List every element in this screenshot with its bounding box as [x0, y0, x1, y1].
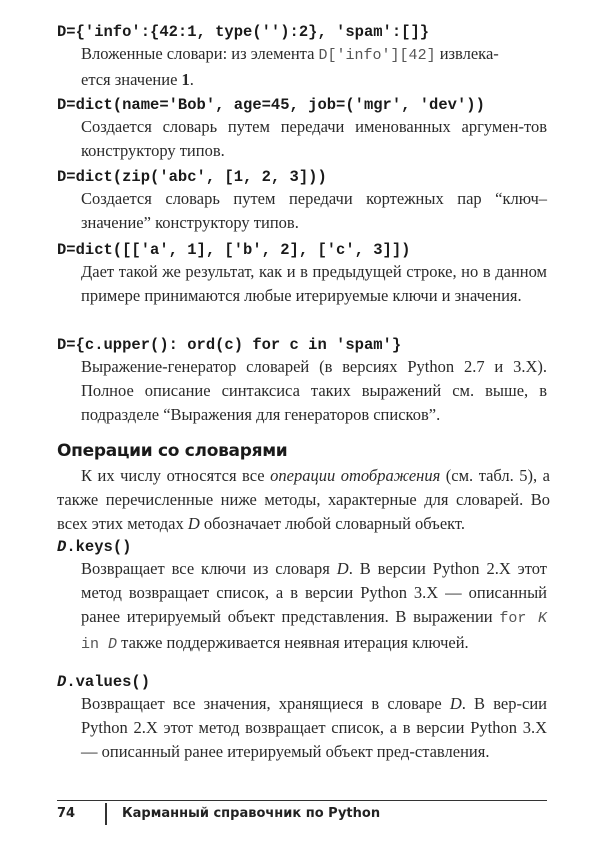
desc-text: также поддерживается неявная итерация ключей. [117, 633, 469, 652]
intro-variable: D [187, 514, 200, 533]
desc-text: ется значение [81, 70, 182, 89]
inline-code: D['info'][42] [318, 47, 436, 64]
intro-text: К их числу относятся все [81, 466, 271, 485]
section-heading: Операции со словарями [57, 441, 288, 461]
method-signature [57, 537, 547, 557]
entry-description: Создается словарь путем передачи кортежных пар “ключ–значение” конструктору типов. [81, 189, 547, 232]
entry-description: Дает такой же результат, как и в предыдущей строке, но в данном примере принимаются любые итерируемые ключи и значения. [81, 262, 547, 305]
inline-code-variable: K [537, 610, 547, 627]
desc-text: Возвращает все ключи из словаря [81, 559, 337, 578]
desc-text: . В версии Python 2.X этот метод возвращает список, а в версии Python 3.X — описанный ранее итерируемый объект представления. В выражении [81, 559, 547, 626]
desc-text: Возвращает все значения, хранящиеся в словаре [81, 694, 450, 713]
inline-code: for [499, 610, 538, 627]
footer-separator [105, 803, 107, 825]
desc-text: . В вер-сии Python 2.X этот метод возвращает список, а в версии Python 3.X — описанный ранее итерируемый объект пред-ставления. [81, 694, 547, 761]
code-line: D=dict([['a', 1], ['b', 2], ['c', 3]]) [57, 241, 411, 259]
desc-variable: D [449, 694, 462, 713]
desc-variable: D [336, 559, 349, 578]
inline-code: in [81, 636, 109, 653]
code-line: D={c.upper(): ord(c) for c in 'spam'} [57, 336, 402, 354]
dict-entry-nested [57, 22, 547, 92]
entry-description: Создается словарь путем передачи именованных аргумен-тов конструктору типов. [81, 117, 547, 160]
desc-text: извлека- [435, 44, 499, 63]
dict-entry-zip [57, 167, 547, 235]
method-object: D [57, 673, 67, 691]
desc-text: . [189, 70, 194, 89]
dict-entry-keywords [57, 95, 547, 163]
code-line: D=dict(zip('abc', [1, 2, 3])) [57, 168, 327, 186]
inline-value: 1 [181, 70, 190, 89]
method-values [57, 672, 547, 764]
section-intro [57, 464, 550, 536]
dict-entry-comprehension [57, 335, 547, 427]
code-line: D=dict(name='Bob', age=45, job=('mgr', 'dev')) [57, 96, 485, 114]
code-line: D={'info':{42:1, type(''):2}, 'spam':[]} [57, 23, 430, 41]
inline-code-variable: D [108, 636, 118, 653]
intro-text: обозначает любой словарный объект. [199, 514, 466, 533]
entry-description: Выражение-генератор словарей (в версиях Python 2.7 и 3.X). Полное описание синтаксиса таких выражений см. выше, в подразделе “Выражения для генераторов списков”. [81, 357, 547, 424]
dict-entry-list-pairs [57, 240, 547, 308]
running-title: Карманный справочник по Python [122, 806, 381, 821]
method-keys [57, 537, 547, 657]
footer-rule [57, 800, 547, 801]
entry-description [81, 42, 547, 92]
intro-text: (см. табл. 5), а также перечисленные ниже методы, характерные для словарей. Во всех этих методах [57, 466, 550, 533]
method-object: D [57, 538, 67, 556]
intro-emphasis: операции отображения [270, 466, 441, 485]
method-name: .values() [66, 673, 151, 691]
desc-text: Вложенные словари: из элемента [81, 44, 319, 63]
method-description [81, 692, 547, 764]
page-number: 74 [57, 806, 76, 821]
method-name: .keys() [66, 538, 132, 556]
method-signature [57, 672, 547, 692]
method-description [81, 557, 547, 657]
